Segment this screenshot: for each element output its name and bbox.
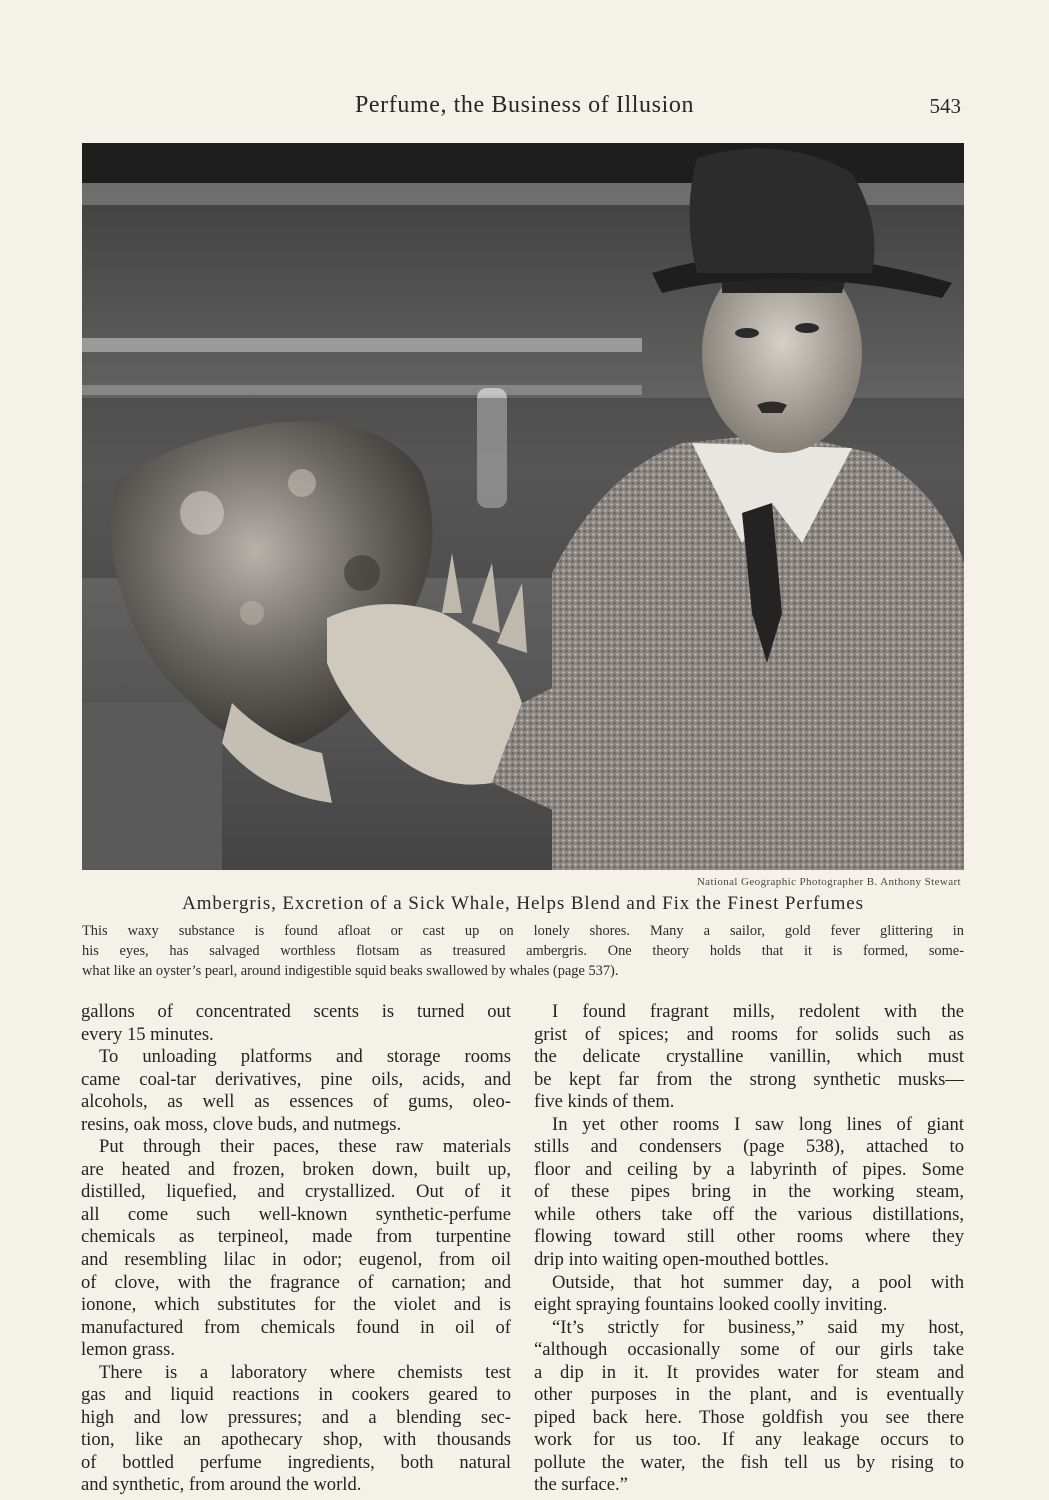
photo-illustration <box>82 143 964 870</box>
body-line: grist of spices; and rooms for solids such as <box>534 1023 964 1045</box>
body-line: and resembling lilac in odor; eugenol, from oil <box>81 1249 511 1271</box>
body-line: distilled, liquefied, and crystallized. Out of it <box>81 1181 511 1203</box>
body-line: piped back here. Those goldfish you see there <box>534 1406 964 1428</box>
body-line: eight spraying fountains looked coolly inviting. <box>534 1294 888 1316</box>
body-line: be kept far from the strong synthetic musks— <box>534 1068 964 1090</box>
body-line: I found fragrant mills, redolent with the <box>552 1001 964 1022</box>
body-column-left <box>81 1001 511 1497</box>
body-line: and synthetic, from around the world. <box>81 1474 362 1496</box>
body-line: gallons of concentrated scents is turned out <box>81 1001 511 1022</box>
caption-line: what like an oyster’s pearl, around indigestible squid beaks swallowed by whales (page 537). <box>82 963 619 979</box>
body-line: alcohols, as well as essences of gums, oleo- <box>81 1091 511 1113</box>
body-column-right <box>534 1001 964 1497</box>
body-line: manufactured from chemicals found in oil of <box>81 1316 511 1338</box>
photo-credit: National Geographic Photographer B. Anthony Stewart <box>696 876 961 888</box>
body-line: of clove, with the fragrance of carnation; and <box>81 1271 511 1293</box>
body-line: pollute the water, the fish tell us by rising to <box>534 1451 964 1473</box>
body-line: tion, like an apothecary shop, with thousands <box>81 1429 511 1451</box>
body-line: Outside, that hot summer day, a pool with <box>552 1271 964 1293</box>
caption-title: Ambergris, Excretion of a Sick Whale, Helps Blend and Fix the Finest Perfumes <box>182 893 864 914</box>
ambergris-photo <box>82 143 964 870</box>
running-head <box>0 92 1049 126</box>
caption-line: his eyes, has salvaged worthless flotsam as treasured ambergris. One theory holds that it is formed, some- <box>82 943 964 959</box>
body-line: floor and ceiling by a labyrinth of pipes. Some <box>534 1158 964 1180</box>
body-line: five kinds of them. <box>534 1091 675 1113</box>
body-line: flowing toward still other rooms where they <box>534 1226 964 1248</box>
body-line: There is a laboratory where chemists test <box>99 1361 511 1383</box>
body-line: the surface.” <box>534 1474 628 1496</box>
body-line: ionone, which substitutes for the violet and is <box>81 1294 511 1316</box>
running-title: Perfume, the Business of Illusion <box>354 92 695 118</box>
body-line: “It’s strictly for business,” said my host, <box>552 1316 964 1338</box>
body-line: stills and condensers (page 538), attached to <box>534 1136 964 1158</box>
body-line: are heated and frozen, broken down, built up, <box>81 1158 511 1180</box>
caption-body <box>82 921 964 981</box>
body-line: of these pipes bring in the working steam, <box>534 1181 964 1203</box>
body-line: came coal-tar derivatives, pine oils, acids, and <box>81 1068 511 1090</box>
body-line: a dip in it. It provides water for steam and <box>534 1361 964 1383</box>
body-line: gas and liquid reactions in cookers geared to <box>81 1384 511 1406</box>
body-line: In yet other rooms I saw long lines of giant <box>552 1113 964 1135</box>
body-line: lemon grass. <box>81 1339 175 1361</box>
body-line: work for us too. If any leakage occurs to <box>534 1429 964 1451</box>
body-line: the delicate crystalline vanillin, which must <box>534 1046 964 1068</box>
page-number: 543 <box>929 94 961 118</box>
body-line: “although occasionally some of our girls take <box>534 1339 964 1361</box>
body-line: other purposes in the plant, and is eventually <box>534 1384 964 1406</box>
caption-line: This waxy substance is found afloat or cast up on lonely shores. Many a sailor, gold fever glittering in <box>82 923 964 939</box>
body-line: every 15 minutes. <box>81 1023 214 1045</box>
body-line: To unloading platforms and storage rooms <box>99 1046 511 1068</box>
body-line: all come such well-known synthetic-perfume <box>81 1203 511 1225</box>
body-line: resins, oak moss, clove buds, and nutmegs. <box>81 1113 402 1135</box>
body-line: while others take off the various distillations, <box>534 1203 964 1225</box>
body-line: chemicals as terpineol, made from turpentine <box>81 1226 511 1248</box>
body-line: drip into waiting open-mouthed bottles. <box>534 1249 829 1271</box>
body-line: Put through their paces, these raw materials <box>99 1136 511 1158</box>
body-line: high and low pressures; and a blending sec- <box>81 1406 511 1428</box>
body-line: of bottled perfume ingredients, both natural <box>81 1451 511 1473</box>
